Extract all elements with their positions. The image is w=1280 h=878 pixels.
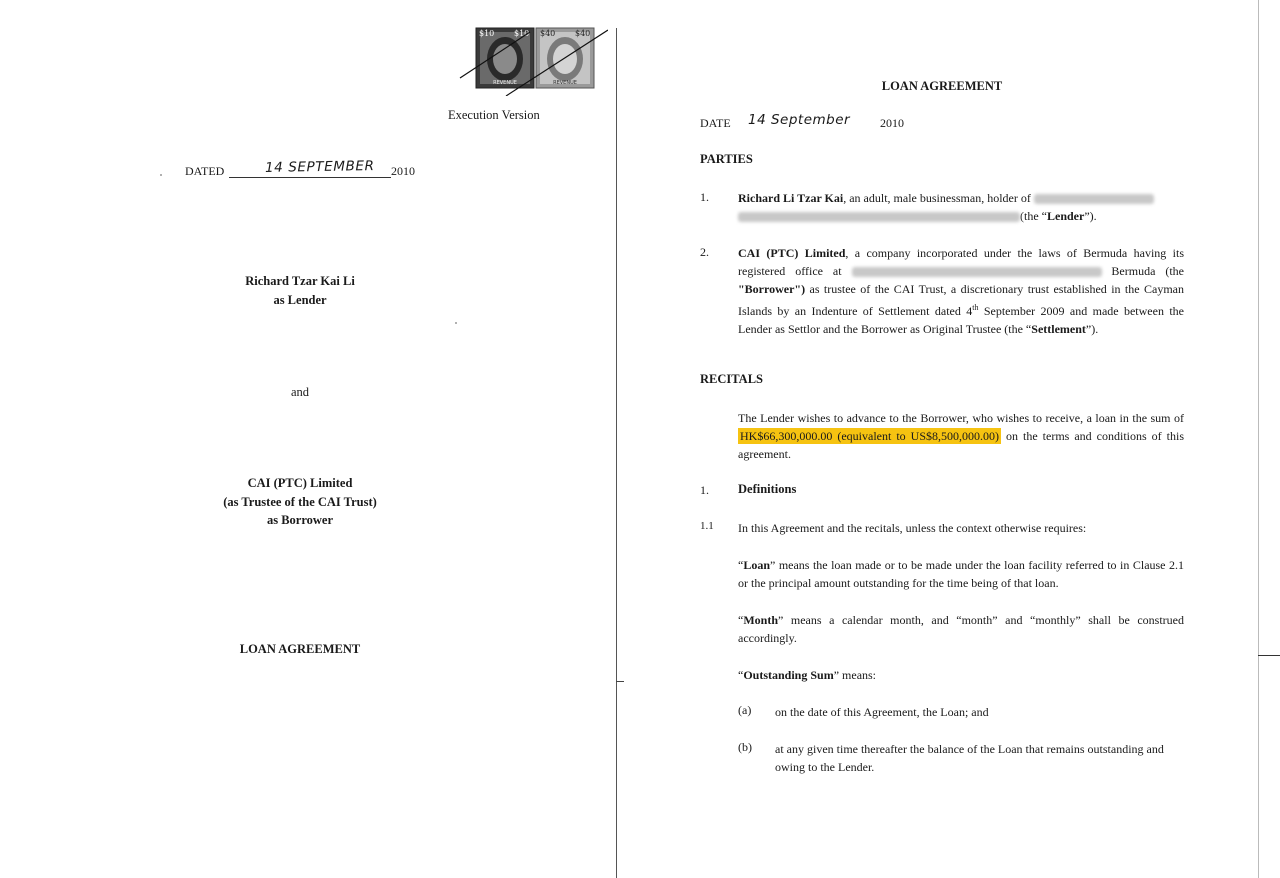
month-definition: “Month” means a calendar month, and “month” and “monthly” shall be construed accordingly. [738, 613, 1184, 646]
party-2-trust-text: as trustee of the CAI Trust, a discretionary trust established in the Cayman Islands by an Indenture of Settlement dated 4 [738, 282, 1184, 318]
loan-definition-text: ” means the loan made or to be made under the loan facility referred to in Clause 2.1 or the principal amount outstanding for the time being of that loan. [738, 558, 1184, 591]
left-doc-title: LOAN AGREEMENT [239, 642, 361, 656]
outstanding-term: Outstanding Sum [743, 668, 834, 682]
stamp-value-4: $40 [575, 29, 591, 38]
definitions-heading: Definitions [738, 482, 797, 496]
outstanding-definition-text: ” means: [833, 668, 877, 682]
item-a-text: on the date of this Agreement, the Loan; and [775, 705, 989, 719]
definitions-number: 1. [700, 483, 709, 497]
item-a-label: (a) [738, 703, 752, 717]
parties-heading: PARTIES [700, 152, 753, 166]
party-2-text [738, 244, 1184, 338]
redacted-passport [1034, 194, 1154, 204]
party-2-settlement-text: September 2009 and made between the Lender as Settlor and the Borrower as Original Trustee (the “ [738, 303, 1184, 336]
party-1-text [738, 189, 1184, 225]
date-handwritten: 14 September [748, 112, 851, 128]
and-text: and [290, 385, 310, 399]
clause-1-1-number: 1.1 [700, 520, 714, 532]
lender-role: as Lender [273, 292, 327, 307]
stamp-value-1: $10 [479, 29, 495, 38]
redacted-address [738, 212, 1020, 222]
recital-intro: The Lender wishes to advance to the Borrower, who wishes to receive, a loan in the sum of [738, 411, 1184, 425]
page-title: LOAN AGREEMENT [881, 79, 1003, 93]
page-divider [616, 28, 617, 878]
recital-end: on the terms and conditions of this agreement. [738, 429, 1185, 462]
stamp-caption-1: REVENUE [493, 80, 517, 86]
party-2-sup: th [972, 302, 979, 312]
revenue-stamps [458, 26, 608, 96]
party-2-close: ”). [1085, 321, 1099, 336]
next-page-edge [1258, 0, 1259, 878]
date-label: DATE [700, 116, 731, 130]
date-year: 2010 [880, 116, 904, 130]
date-line [700, 112, 904, 131]
party-1-close: ”). [1084, 209, 1097, 224]
lender-name: Richard Tzar Kai Li [245, 274, 355, 288]
party-2-number: 2. [700, 245, 709, 259]
party-1-desc: , an adult, male businessman, holder of [843, 191, 1031, 205]
party-2-bermuda: Bermuda (the [1111, 264, 1184, 279]
dated-label: DATED [185, 164, 225, 178]
month-definition-text: ” means a calendar month, and “month” and “monthly” shall be construed accordingly. [738, 613, 1184, 646]
dated-underline [229, 177, 391, 178]
party-2-name: CAI (PTC) Limited [738, 246, 846, 260]
month-term: Month [743, 613, 778, 627]
borrower-role: as Borrower [266, 513, 334, 527]
stamp-value-3: $40 [540, 29, 556, 38]
clause-1-1-text: In this Agreement and the recitals, unless the context otherwise requires: [738, 521, 1087, 535]
party-2-desc: , a company incorporated under the laws of Bermuda having its registered office at [738, 246, 1184, 279]
scan-speck [160, 174, 162, 176]
loan-amount-highlight: HK$66,300,000.00 (equivalent to US$8,500,000.00) [740, 429, 999, 444]
party-2-borrower-term: "Borrower") [738, 282, 806, 297]
redacted-registered-office [852, 267, 1102, 277]
recitals-heading: RECITALS [700, 372, 763, 386]
party-1-name: Richard Li Tzar Kai [738, 191, 844, 205]
borrower-block [150, 474, 450, 530]
party-2-settlement-term: Settlement [1031, 321, 1086, 336]
loan-term: Loan [743, 558, 771, 572]
borrower-trust: (as Trustee of the CAI Trust) [223, 494, 377, 509]
party-1-term: Lender [1046, 209, 1085, 224]
scan-speck [455, 322, 457, 324]
stamp-caption-2: REVENUE [553, 80, 577, 86]
lender-block [150, 272, 450, 309]
item-b-text: at any given time thereafter the balance of the Loan that remains outstanding and owing to the Lender. [775, 742, 1164, 775]
borrower-name: CAI (PTC) Limited [247, 476, 353, 490]
revenue-stamps-graphic [458, 26, 608, 96]
dated-handwritten: 14 SEPTEMBER [264, 158, 375, 176]
dated-year: 2010 [391, 164, 415, 178]
recital-text [738, 409, 1184, 464]
next-page-edge-tick [1258, 655, 1280, 656]
party-1-open: (the “ [1020, 209, 1047, 224]
party-1-number: 1. [700, 190, 709, 204]
loan-definition: “Loan” means the loan made or to be made under the loan facility referred to in Clause 2.1 or the principal amount outstanding for the time being of that loan. [738, 558, 1184, 591]
page-divider-tick [616, 681, 624, 682]
outstanding-definition: “Outstanding Sum” means: [738, 668, 877, 682]
version-label: Execution Version [448, 108, 540, 122]
item-b-label: (b) [738, 740, 752, 754]
stamp-value-2: $10 [514, 29, 530, 38]
